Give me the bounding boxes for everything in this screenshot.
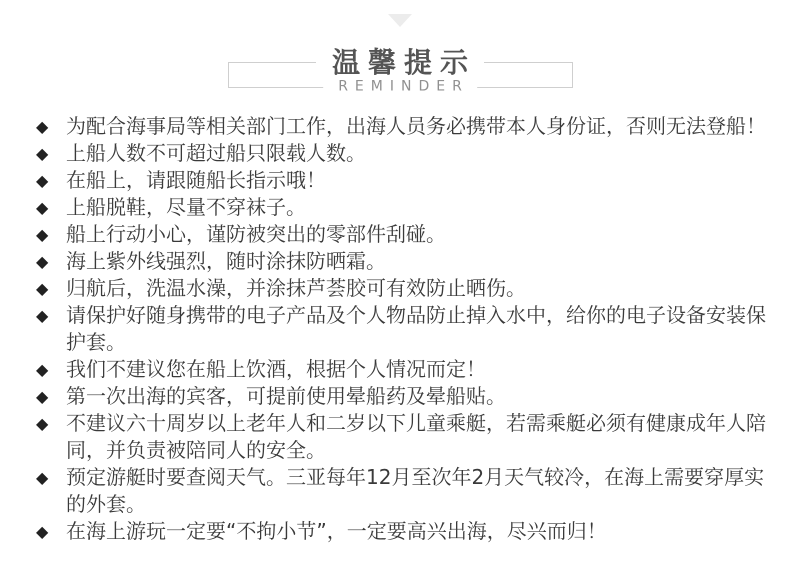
list-item bbox=[36, 113, 766, 140]
list-item bbox=[36, 410, 766, 464]
list-item bbox=[36, 383, 766, 410]
diamond-bullet-icon: ◆ bbox=[36, 171, 49, 190]
diamond-bullet-icon: ◆ bbox=[36, 360, 49, 379]
chevron-down-icon bbox=[388, 14, 412, 27]
header-box bbox=[228, 46, 573, 95]
list-item bbox=[36, 221, 766, 248]
diamond-bullet-icon: ◆ bbox=[36, 252, 49, 271]
diamond-bullet-icon: ◆ bbox=[36, 387, 49, 406]
list-item-text: 为配合海事局等相关部门工作，出海人员务必携带本人身份证，否则无法登船！ bbox=[66, 114, 766, 138]
list-item-text: 预定游艇时要查阅天气。三亚每年12月至次年2月天气较冷，在海上需要穿厚实的外套。 bbox=[66, 465, 765, 516]
list-item bbox=[36, 464, 766, 518]
page-subtitle: REMINDER bbox=[323, 80, 477, 95]
list-item-text: 在船上，请跟随船长指示哦！ bbox=[66, 168, 326, 192]
list-item-text: 不建议六十周岁以上老年人和二岁以下儿童乘艇，若需乘艇必须有健康成年人陪同，并负责被陪同人的安全。 bbox=[66, 411, 766, 462]
list-item bbox=[36, 275, 766, 302]
page-title: 温馨提示 bbox=[316, 48, 484, 78]
list-item-text: 第一次出海的宾客，可提前使用晕船药及晕船贴。 bbox=[66, 384, 506, 408]
list-item bbox=[36, 167, 766, 194]
diamond-bullet-icon: ◆ bbox=[36, 225, 49, 244]
list-item-text: 上船脱鞋，尽量不穿袜子。 bbox=[66, 195, 306, 219]
list-item-text: 请保护好随身携带的电子产品及个人物品防止掉入水中，给你的电子设备安装保护套。 bbox=[66, 303, 766, 354]
diamond-bullet-icon: ◆ bbox=[36, 306, 49, 325]
list-item-text: 上船人数不可超过船只限载人数。 bbox=[66, 141, 366, 165]
list-item-text: 海上紫外线强烈，随时涂抹防晒霜。 bbox=[66, 249, 386, 273]
diamond-bullet-icon: ◆ bbox=[36, 144, 49, 163]
diamond-bullet-icon: ◆ bbox=[36, 279, 49, 298]
reminder-list bbox=[36, 113, 766, 545]
list-item-text: 归航后，洗温水澡，并涂抹芦荟胶可有效防止晒伤。 bbox=[66, 276, 526, 300]
list-item bbox=[36, 302, 766, 356]
diamond-bullet-icon: ◆ bbox=[36, 468, 49, 487]
list-item bbox=[36, 356, 766, 383]
list-item-text: 在海上游玩一定要“不拘小节”，一定要高兴出海，尽兴而归！ bbox=[66, 519, 607, 543]
list-item bbox=[36, 518, 766, 545]
diamond-bullet-icon: ◆ bbox=[36, 198, 49, 217]
diamond-bullet-icon: ◆ bbox=[36, 414, 49, 433]
list-item-text: 船上行动小心，谨防被突出的零部件刮碰。 bbox=[66, 222, 446, 246]
list-item bbox=[36, 248, 766, 275]
diamond-bullet-icon: ◆ bbox=[36, 117, 49, 136]
diamond-bullet-icon: ◆ bbox=[36, 522, 49, 541]
list-item-text: 我们不建议您在船上饮酒，根据个人情况而定！ bbox=[66, 357, 486, 381]
list-item bbox=[36, 194, 766, 221]
list-item bbox=[36, 140, 766, 167]
